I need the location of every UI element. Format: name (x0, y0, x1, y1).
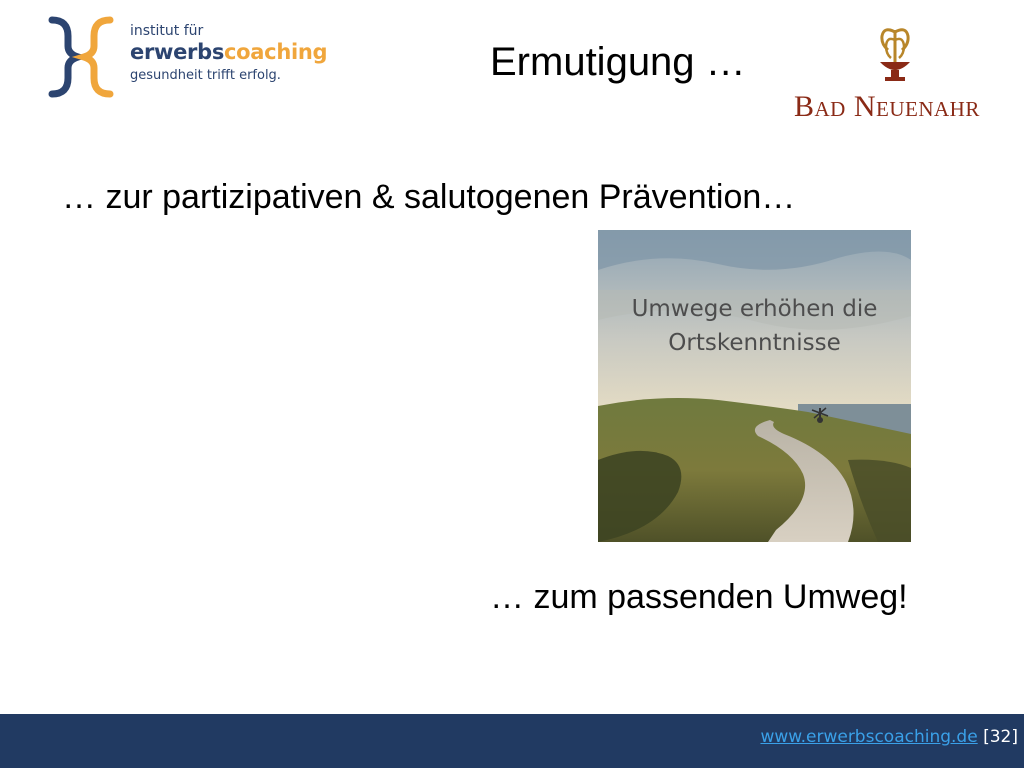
website-link[interactable]: www.erwerbscoaching.de (760, 727, 978, 747)
landscape-image (598, 230, 911, 542)
landscape-photo (598, 230, 911, 542)
fountain-icon (874, 22, 916, 84)
logo-line-institut: institut für (130, 23, 204, 39)
slide-title: Ermutigung … (490, 40, 746, 84)
photo-caption-line1: Umwege erhöhen die (631, 296, 878, 322)
logo-line-erwerbscoaching (130, 42, 327, 63)
logo-coaching: coaching (224, 40, 328, 64)
institut-logo (46, 16, 336, 98)
slide-subtitle: … zur partizipativen & salutogenen Prävention… (62, 178, 796, 216)
logo-wordmark (130, 24, 327, 82)
photo-caption-line2: Ortskenntnisse (668, 330, 841, 356)
logo-tagline: gesundheit trifft erfolg. (130, 68, 281, 83)
footer-bar (0, 714, 1024, 768)
logo-erwerbs: erwerbs (130, 40, 225, 64)
braces-logo-icon (46, 16, 126, 98)
closing-text: … zum passenden Umweg! (490, 578, 908, 616)
page-number: [32] (983, 727, 1018, 747)
footer-reference (760, 727, 1018, 747)
bad-neuenahr-logo (790, 22, 1000, 122)
bad-neuenahr-wordmark: Bad Neuenahr (794, 90, 980, 123)
photo-caption (598, 292, 911, 360)
